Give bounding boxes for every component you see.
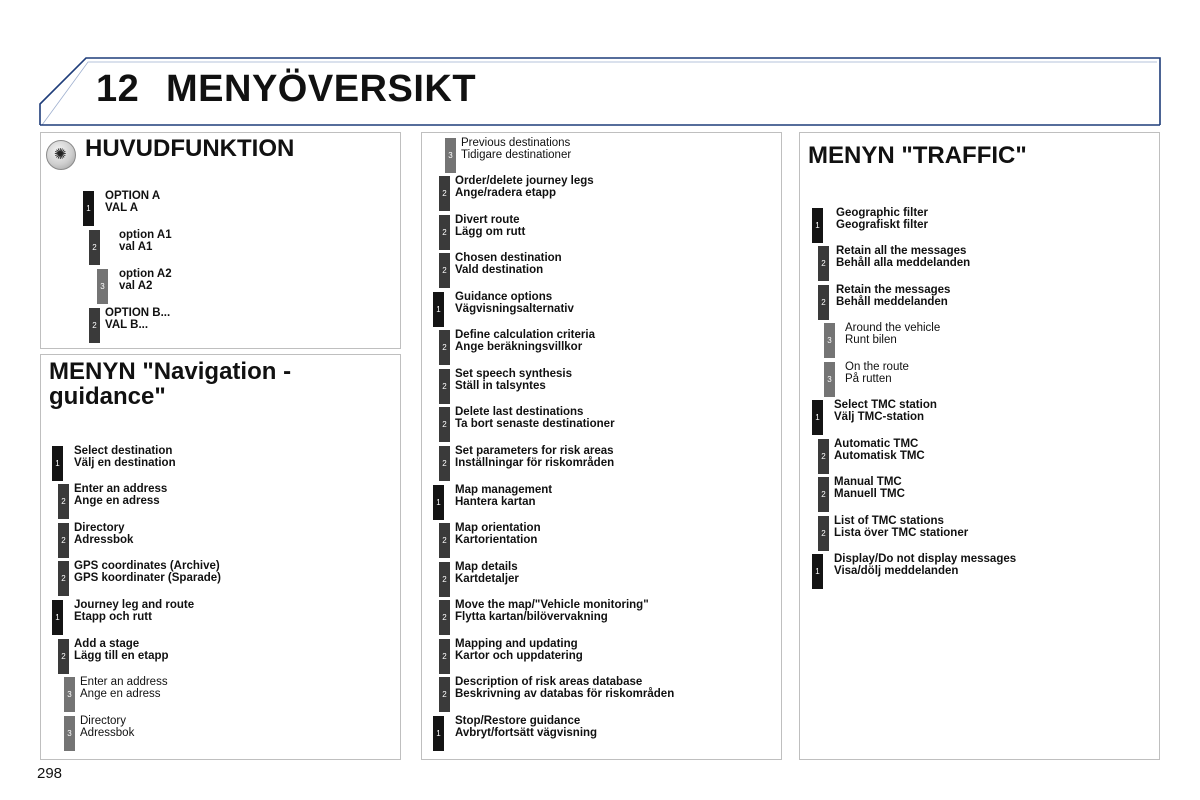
menu-item-text: Add a stage Lägg till en etapp [74, 638, 169, 662]
level-badge: 2 [439, 330, 450, 365]
menu-item-text: On the route På rutten [845, 361, 909, 385]
traffic-menu-title: MENYN "TRAFFIC" [808, 142, 1027, 169]
menu-item-text: Divert route Lägg om rutt [455, 214, 526, 238]
menu-item-text: Mapping and updating Kartor och uppdatering [455, 638, 583, 662]
level-badge: 2 [439, 176, 450, 211]
level-badge: 2 [58, 639, 69, 674]
level-badge: 2 [818, 477, 829, 512]
level-badge: 2 [818, 285, 829, 320]
level-badge: 1 [812, 400, 823, 435]
level-badge: 3 [64, 677, 75, 712]
level-badge: 2 [58, 523, 69, 558]
level-badge: 1 [433, 716, 444, 751]
level-badge: 2 [89, 308, 100, 343]
menu-item-text: Description of risk areas database Beskrivning av databas för riskområden [455, 676, 675, 700]
level-badge: 3 [824, 323, 835, 358]
level-badge: 2 [818, 246, 829, 281]
menu-item-text: Delete last destinations Ta bort senaste destinationer [455, 406, 615, 430]
menu-item-text: Manual TMC Manuell TMC [834, 476, 905, 500]
level-badge: 3 [97, 269, 108, 304]
level-badge: 1 [433, 485, 444, 520]
menu-item-text: Set speech synthesis Ställ in talsyntes [455, 368, 572, 392]
navigation-menu-panel [40, 354, 401, 760]
level-badge: 3 [824, 362, 835, 397]
level-badge: 2 [58, 484, 69, 519]
navigation-menu-title: MENYN "Navigation - guidance" [49, 358, 292, 410]
level-badge: 1 [52, 600, 63, 635]
level-badge: 1 [83, 191, 94, 226]
level-badge: 2 [439, 369, 450, 404]
page-number: 298 [37, 765, 63, 782]
menu-item-text: Around the vehicle Runt bilen [845, 322, 941, 346]
menu-item-text: Enter an address Ange en adress [80, 676, 168, 700]
menu-item-text: Retain the messages Behåll meddelanden [836, 284, 951, 308]
menu-item-text: Map details Kartdetaljer [455, 561, 519, 585]
level-badge: 2 [818, 516, 829, 551]
level-badge: 2 [439, 215, 450, 250]
main-function-panel [40, 132, 401, 349]
level-badge: 3 [64, 716, 75, 751]
level-badge: 2 [439, 523, 450, 558]
navigation-continued-panel [421, 132, 782, 760]
main-function-title: HUVUDFUNKTION [85, 135, 295, 162]
menu-item-text: option A1 val A1 [119, 229, 172, 253]
menu-item-text: Define calculation criteria Ange beräkningsvillkor [455, 329, 595, 353]
level-badge: 2 [439, 639, 450, 674]
menu-item-text: Retain all the messages Behåll alla meddelanden [836, 245, 971, 269]
menu-item-text: Guidance options Vägvisningsalternativ [455, 291, 574, 315]
level-badge: 2 [439, 253, 450, 288]
level-badge: 2 [439, 407, 450, 442]
menu-item-text: Display/Do not display messages Visa/dölj meddelanden [834, 553, 1017, 577]
lightbulb-icon: ✺ [46, 140, 76, 170]
menu-item-text: Automatic TMC Automatisk TMC [834, 438, 925, 462]
level-badge: 1 [812, 208, 823, 243]
menu-item-text: Map management Hantera kartan [455, 484, 553, 508]
menu-item-text: Chosen destination Vald destination [455, 252, 562, 276]
level-badge: 3 [445, 138, 456, 173]
menu-item-text: OPTION A VAL A [105, 190, 161, 214]
menu-item-text: Select destination Välj en destination [74, 445, 176, 469]
menu-item-text: Move the map/"Vehicle monitoring" Flytta kartan/bilövervakning [455, 599, 649, 623]
level-badge: 2 [439, 562, 450, 597]
menu-item-text: Previous destinations Tidigare destinationer [461, 137, 572, 161]
level-badge: 2 [89, 230, 100, 265]
menu-item-text: Geographic filter Geografiskt filter [836, 207, 929, 231]
level-badge: 2 [439, 677, 450, 712]
menu-item-text: Directory Adressbok [74, 522, 134, 546]
level-badge: 2 [58, 561, 69, 596]
level-badge: 1 [52, 446, 63, 481]
menu-item-text: Order/delete journey legs Ange/radera etapp [455, 175, 594, 199]
menu-item-text: option A2 val A2 [119, 268, 172, 292]
menu-item-text: Enter an address Ange en adress [74, 483, 168, 507]
menu-item-text: List of TMC stations Lista över TMC stationer [834, 515, 969, 539]
chapter-number: 12 [96, 68, 140, 110]
menu-item-text: Stop/Restore guidance Avbryt/fortsätt vägvisning [455, 715, 598, 739]
menu-item-text: Journey leg and route Etapp och rutt [74, 599, 195, 623]
menu-item-text: OPTION B... VAL B... [105, 307, 171, 331]
menu-item-text: Set parameters for risk areas Inställningar för riskområden [455, 445, 615, 469]
level-badge: 2 [439, 600, 450, 635]
level-badge: 1 [433, 292, 444, 327]
menu-item-text: Directory Adressbok [80, 715, 135, 739]
level-badge: 2 [439, 446, 450, 481]
menu-item-text: Map orientation Kartorientation [455, 522, 541, 546]
traffic-menu-panel [799, 132, 1160, 760]
level-badge: 1 [812, 554, 823, 589]
menu-item-text: GPS coordinates (Archive) GPS koordinater (Sparade) [74, 560, 221, 584]
chapter-title: MENYÖVERSIKT [166, 68, 477, 110]
menu-item-text: Select TMC station Välj TMC-station [834, 399, 937, 423]
chapter-heading [96, 68, 476, 111]
level-badge: 2 [818, 439, 829, 474]
